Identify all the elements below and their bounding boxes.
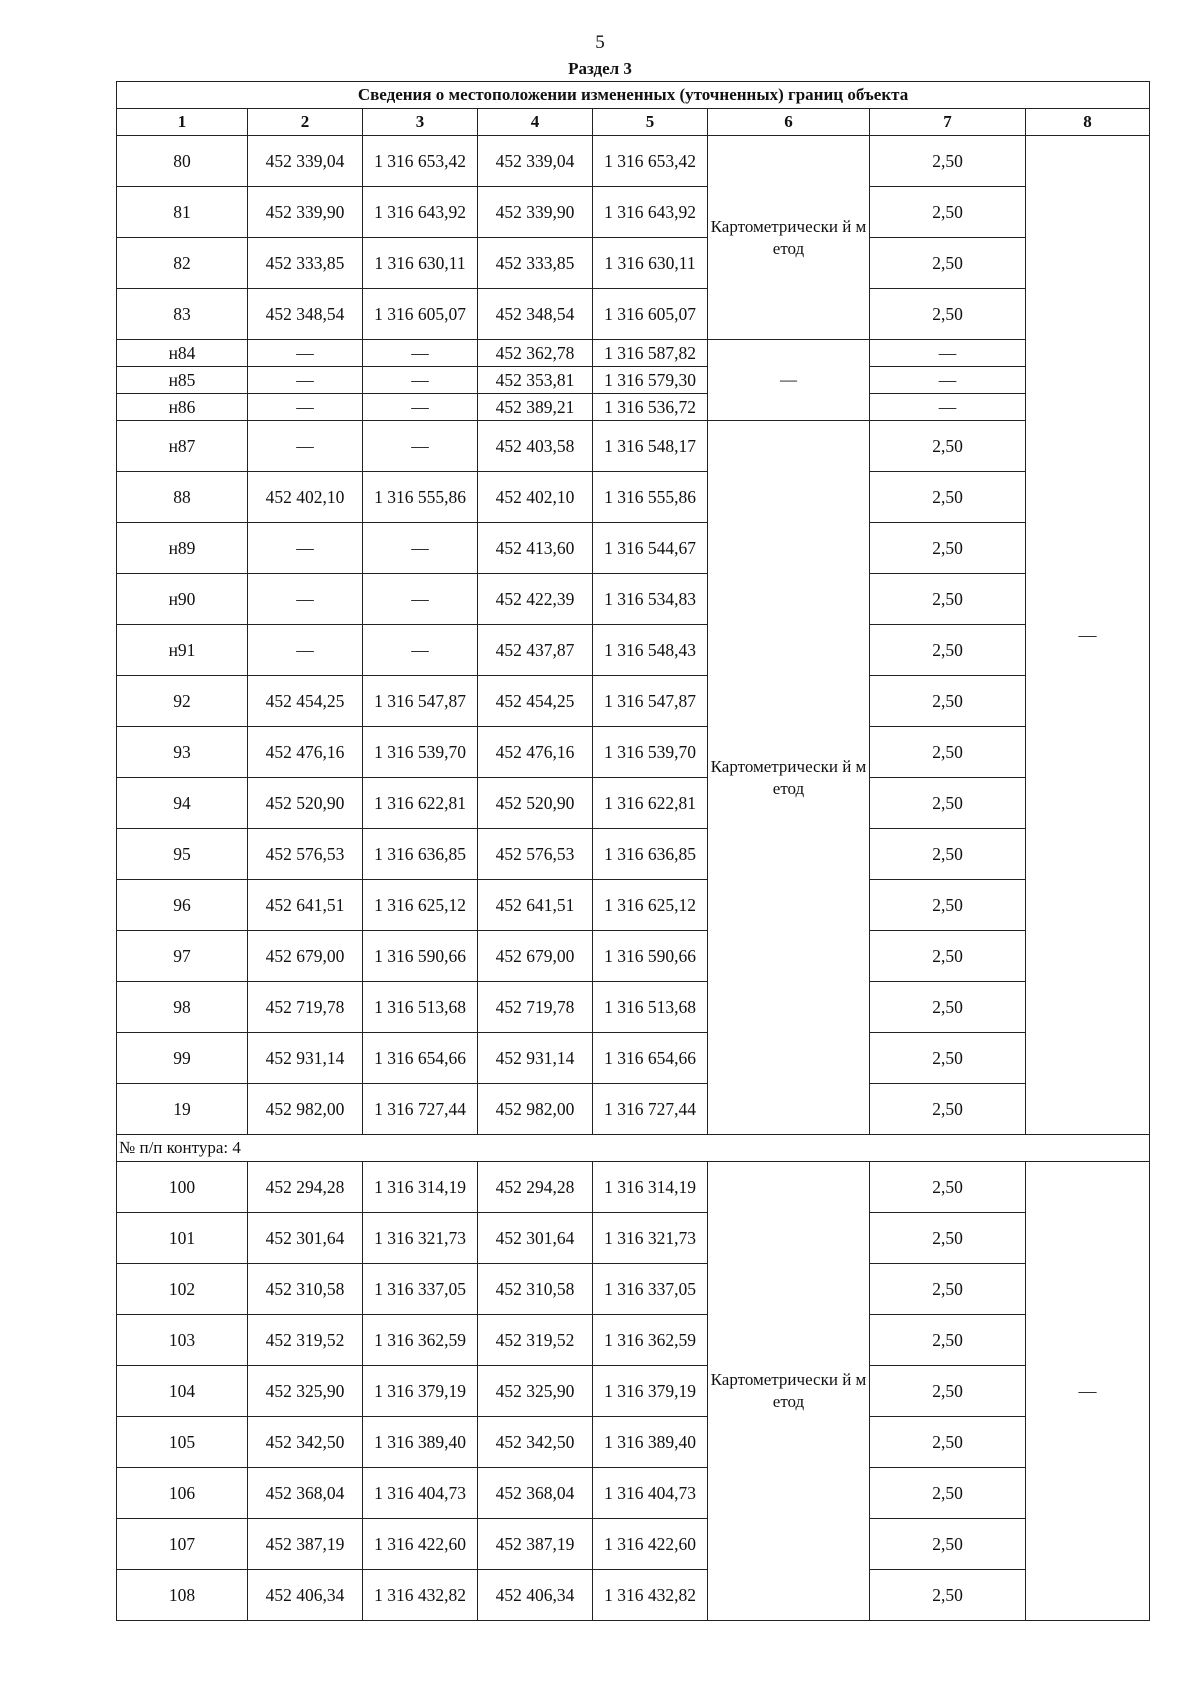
table-cell: 2,50 bbox=[870, 1213, 1026, 1264]
table-cell: — bbox=[363, 421, 478, 472]
table-row bbox=[117, 136, 1150, 187]
table-cell: 1 316 622,81 bbox=[363, 778, 478, 829]
table-cell: 2,50 bbox=[870, 982, 1026, 1033]
table-cell: н91 bbox=[117, 625, 248, 676]
table-cell: 1 316 605,07 bbox=[363, 289, 478, 340]
table-cell: 452 931,14 bbox=[248, 1033, 363, 1084]
table-cell: 452 294,28 bbox=[478, 1162, 593, 1213]
table-cell: 102 bbox=[117, 1264, 248, 1315]
table-caption-row bbox=[117, 82, 1150, 109]
table-cell: 452 368,04 bbox=[248, 1468, 363, 1519]
table-cell: 452 339,90 bbox=[248, 187, 363, 238]
table-cell: 88 bbox=[117, 472, 248, 523]
column-header: 5 bbox=[593, 109, 708, 136]
table-cell: 2,50 bbox=[870, 136, 1026, 187]
table-cell: 1 316 653,42 bbox=[593, 136, 708, 187]
table-row bbox=[117, 238, 1150, 289]
table-cell: — bbox=[363, 367, 478, 394]
table-cell: 452 641,51 bbox=[478, 880, 593, 931]
table-cell: 1 316 654,66 bbox=[363, 1033, 478, 1084]
table-cell: 1 316 539,70 bbox=[593, 727, 708, 778]
table-cell: 98 bbox=[117, 982, 248, 1033]
table-cell: 1 316 643,92 bbox=[363, 187, 478, 238]
table-cell: 1 316 727,44 bbox=[363, 1084, 478, 1135]
table-cell: 452 422,39 bbox=[478, 574, 593, 625]
table-cell: 452 719,78 bbox=[248, 982, 363, 1033]
table-row bbox=[117, 727, 1150, 778]
table-row bbox=[117, 1213, 1150, 1264]
table-cell: 452 679,00 bbox=[478, 931, 593, 982]
table-cell: 452 576,53 bbox=[248, 829, 363, 880]
table-cell: 452 520,90 bbox=[478, 778, 593, 829]
table-cell: 107 bbox=[117, 1519, 248, 1570]
table-cell: 452 406,34 bbox=[248, 1570, 363, 1621]
column-header: 6 bbox=[708, 109, 870, 136]
table-cell: 95 bbox=[117, 829, 248, 880]
table-cell: 2,50 bbox=[870, 625, 1026, 676]
table-cell: 1 316 422,60 bbox=[593, 1519, 708, 1570]
table-cell: 93 bbox=[117, 727, 248, 778]
table-cell: 80 bbox=[117, 136, 248, 187]
table-cell: 81 bbox=[117, 187, 248, 238]
table-cell: — bbox=[363, 340, 478, 367]
table-cell: 452 368,04 bbox=[478, 1468, 593, 1519]
table-row bbox=[117, 1315, 1150, 1366]
table-cell: 106 bbox=[117, 1468, 248, 1519]
table-cell: — bbox=[363, 625, 478, 676]
table-cell: 452 641,51 bbox=[248, 880, 363, 931]
table-cell: 92 bbox=[117, 676, 248, 727]
table-cell: 452 301,64 bbox=[248, 1213, 363, 1264]
table-cell: 1 316 547,87 bbox=[363, 676, 478, 727]
contour-row bbox=[117, 1135, 1150, 1162]
table-cell: 2,50 bbox=[870, 1366, 1026, 1417]
table-cell: 452 387,19 bbox=[478, 1519, 593, 1570]
table-row bbox=[117, 676, 1150, 727]
table-cell: 2,50 bbox=[870, 1315, 1026, 1366]
table-cell: 2,50 bbox=[870, 1417, 1026, 1468]
table-cell: 1 316 432,82 bbox=[593, 1570, 708, 1621]
table-cell: 452 339,04 bbox=[248, 136, 363, 187]
table-cell: — bbox=[248, 523, 363, 574]
table-cell: 2,50 bbox=[870, 472, 1026, 523]
table-cell: 1 316 513,68 bbox=[593, 982, 708, 1033]
table-body bbox=[117, 82, 1150, 1621]
table-cell: 100 bbox=[117, 1162, 248, 1213]
table-cell: 452 931,14 bbox=[478, 1033, 593, 1084]
section-title: Раздел 3 bbox=[568, 59, 632, 78]
table-cell: 452 348,54 bbox=[248, 289, 363, 340]
table-cell: 452 294,28 bbox=[248, 1162, 363, 1213]
table-cell: 2,50 bbox=[870, 187, 1026, 238]
table-cell: 1 316 548,17 bbox=[593, 421, 708, 472]
table-cell: — bbox=[248, 394, 363, 421]
table-cell: 452 402,10 bbox=[248, 472, 363, 523]
table-cell: — bbox=[248, 421, 363, 472]
table-cell: 1 316 362,59 bbox=[593, 1315, 708, 1366]
table-cell: 19 bbox=[117, 1084, 248, 1135]
table-cell: 452 348,54 bbox=[478, 289, 593, 340]
table-cell: 452 325,90 bbox=[478, 1366, 593, 1417]
table-cell: 1 316 653,42 bbox=[363, 136, 478, 187]
table-cell: 1 316 605,07 bbox=[593, 289, 708, 340]
contour-label: № п/п контура: 4 bbox=[117, 1135, 1150, 1162]
table-row bbox=[117, 340, 1150, 367]
table-cell: н86 bbox=[117, 394, 248, 421]
table-cell: — bbox=[363, 394, 478, 421]
table-cell: 1 316 337,05 bbox=[593, 1264, 708, 1315]
table-cell: 1 316 625,12 bbox=[363, 880, 478, 931]
table-cell: 99 bbox=[117, 1033, 248, 1084]
table-cell: 1 316 643,92 bbox=[593, 187, 708, 238]
table-cell: 2,50 bbox=[870, 1264, 1026, 1315]
table-cell: 1 316 590,66 bbox=[363, 931, 478, 982]
table-cell: 1 316 404,73 bbox=[593, 1468, 708, 1519]
table-cell: 2,50 bbox=[870, 1570, 1026, 1621]
table-cell: 452 342,50 bbox=[478, 1417, 593, 1468]
table-cell: 452 406,34 bbox=[478, 1570, 593, 1621]
table-cell: 1 316 432,82 bbox=[363, 1570, 478, 1621]
table-cell: 1 316 539,70 bbox=[363, 727, 478, 778]
table-cell: 1 316 590,66 bbox=[593, 931, 708, 982]
table-cell: 1 316 536,72 bbox=[593, 394, 708, 421]
table-row bbox=[117, 829, 1150, 880]
table-row bbox=[117, 1033, 1150, 1084]
table-cell: 2,50 bbox=[870, 1468, 1026, 1519]
method-cell: Картометрически й метод bbox=[708, 421, 870, 1135]
table-cell: 94 bbox=[117, 778, 248, 829]
table-cell: 2,50 bbox=[870, 931, 1026, 982]
column8-cell: — bbox=[1026, 1162, 1150, 1621]
table-row bbox=[117, 574, 1150, 625]
table-cell: 2,50 bbox=[870, 1033, 1026, 1084]
column-header: 4 bbox=[478, 109, 593, 136]
table-cell: 1 316 389,40 bbox=[593, 1417, 708, 1468]
table-row bbox=[117, 187, 1150, 238]
table-cell: 2,50 bbox=[870, 778, 1026, 829]
column-header-row bbox=[117, 109, 1150, 136]
table-cell: 1 316 630,11 bbox=[593, 238, 708, 289]
table-cell: 1 316 548,43 bbox=[593, 625, 708, 676]
table-row bbox=[117, 523, 1150, 574]
table-cell: 103 bbox=[117, 1315, 248, 1366]
table-row bbox=[117, 1417, 1150, 1468]
column-header: 8 bbox=[1026, 109, 1150, 136]
method-cell: — bbox=[708, 340, 870, 421]
table-cell: 452 454,25 bbox=[478, 676, 593, 727]
table-row bbox=[117, 289, 1150, 340]
table-cell: 1 316 389,40 bbox=[363, 1417, 478, 1468]
table-cell: 1 316 555,86 bbox=[593, 472, 708, 523]
table-cell: 452 301,64 bbox=[478, 1213, 593, 1264]
table-cell: 1 316 314,19 bbox=[593, 1162, 708, 1213]
table-cell: 1 316 362,59 bbox=[363, 1315, 478, 1366]
table-cell: 1 316 379,19 bbox=[363, 1366, 478, 1417]
table-cell: 452 982,00 bbox=[248, 1084, 363, 1135]
table-cell: 2,50 bbox=[870, 1162, 1026, 1213]
table-row bbox=[117, 1519, 1150, 1570]
table-cell: 108 bbox=[117, 1570, 248, 1621]
table-row bbox=[117, 625, 1150, 676]
table-cell: — bbox=[248, 340, 363, 367]
table-cell: 101 bbox=[117, 1213, 248, 1264]
table-row bbox=[117, 778, 1150, 829]
table-cell: 97 bbox=[117, 931, 248, 982]
table-cell: — bbox=[870, 340, 1026, 367]
table-cell: 1 316 314,19 bbox=[363, 1162, 478, 1213]
table-cell: 452 319,52 bbox=[248, 1315, 363, 1366]
table-row bbox=[117, 1468, 1150, 1519]
table-cell: 1 316 513,68 bbox=[363, 982, 478, 1033]
table-cell: 452 982,00 bbox=[478, 1084, 593, 1135]
table-cell: 452 402,10 bbox=[478, 472, 593, 523]
table-cell: 452 333,85 bbox=[478, 238, 593, 289]
table-cell: 105 bbox=[117, 1417, 248, 1468]
table-cell: 452 310,58 bbox=[248, 1264, 363, 1315]
table-cell: 96 bbox=[117, 880, 248, 931]
column8-cell: — bbox=[1026, 136, 1150, 1135]
table-cell: 1 316 654,66 bbox=[593, 1033, 708, 1084]
table-cell: 1 316 636,85 bbox=[363, 829, 478, 880]
table-cell: 1 316 579,30 bbox=[593, 367, 708, 394]
table-cell: н85 bbox=[117, 367, 248, 394]
table-cell: н87 bbox=[117, 421, 248, 472]
table-row bbox=[117, 880, 1150, 931]
table-row bbox=[117, 421, 1150, 472]
table-cell: 1 316 630,11 bbox=[363, 238, 478, 289]
table-cell: 2,50 bbox=[870, 289, 1026, 340]
table-cell: 452 679,00 bbox=[248, 931, 363, 982]
table-cell: 2,50 bbox=[870, 829, 1026, 880]
table-cell: 452 387,19 bbox=[248, 1519, 363, 1570]
table-cell: н89 bbox=[117, 523, 248, 574]
table-cell: — bbox=[248, 367, 363, 394]
table-cell: 452 476,16 bbox=[248, 727, 363, 778]
table-row bbox=[117, 1162, 1150, 1213]
table-cell: 452 339,90 bbox=[478, 187, 593, 238]
table-cell: 1 316 727,44 bbox=[593, 1084, 708, 1135]
table-row bbox=[117, 931, 1150, 982]
coordinates-table bbox=[116, 81, 1150, 1621]
table-cell: 2,50 bbox=[870, 1084, 1026, 1135]
table-cell: 452 576,53 bbox=[478, 829, 593, 880]
table-cell: 452 362,78 bbox=[478, 340, 593, 367]
table-cell: 452 333,85 bbox=[248, 238, 363, 289]
method-cell: Картометрически й метод bbox=[708, 1162, 870, 1621]
table-cell: 1 316 636,85 bbox=[593, 829, 708, 880]
table-cell: 1 316 422,60 bbox=[363, 1519, 478, 1570]
table-cell: 2,50 bbox=[870, 523, 1026, 574]
table-row bbox=[117, 1366, 1150, 1417]
table-cell: 1 316 555,86 bbox=[363, 472, 478, 523]
column-header: 7 bbox=[870, 109, 1026, 136]
page-number: 5 bbox=[595, 32, 605, 53]
table-row bbox=[117, 1264, 1150, 1315]
table-cell: 1 316 587,82 bbox=[593, 340, 708, 367]
column-header: 2 bbox=[248, 109, 363, 136]
table-cell: 1 316 321,73 bbox=[593, 1213, 708, 1264]
table-cell: 1 316 625,12 bbox=[593, 880, 708, 931]
table-cell: 452 310,58 bbox=[478, 1264, 593, 1315]
table-cell: 2,50 bbox=[870, 421, 1026, 472]
table-cell: 1 316 622,81 bbox=[593, 778, 708, 829]
table-cell: 452 719,78 bbox=[478, 982, 593, 1033]
table-cell: н84 bbox=[117, 340, 248, 367]
table-cell: — bbox=[363, 574, 478, 625]
table-row bbox=[117, 367, 1150, 394]
table-cell: — bbox=[870, 367, 1026, 394]
table-cell: 452 454,25 bbox=[248, 676, 363, 727]
table-cell: 2,50 bbox=[870, 880, 1026, 931]
table-cell: 2,50 bbox=[870, 574, 1026, 625]
table-cell: 452 437,87 bbox=[478, 625, 593, 676]
table-cell: 104 bbox=[117, 1366, 248, 1417]
table-cell: — bbox=[870, 394, 1026, 421]
table-row bbox=[117, 982, 1150, 1033]
table-cell: 2,50 bbox=[870, 1519, 1026, 1570]
table-cell: 452 342,50 bbox=[248, 1417, 363, 1468]
table-row bbox=[117, 394, 1150, 421]
table-cell: 2,50 bbox=[870, 676, 1026, 727]
table-cell: 2,50 bbox=[870, 727, 1026, 778]
table-cell: 452 403,58 bbox=[478, 421, 593, 472]
table-cell: 1 316 379,19 bbox=[593, 1366, 708, 1417]
column-header: 1 bbox=[117, 109, 248, 136]
table-cell: — bbox=[248, 625, 363, 676]
table-cell: 452 389,21 bbox=[478, 394, 593, 421]
table-row bbox=[117, 472, 1150, 523]
table-cell: 2,50 bbox=[870, 238, 1026, 289]
table-cell: 452 476,16 bbox=[478, 727, 593, 778]
table-cell: 452 319,52 bbox=[478, 1315, 593, 1366]
table-cell: 1 316 544,67 bbox=[593, 523, 708, 574]
table-cell: 452 413,60 bbox=[478, 523, 593, 574]
table-cell: 452 353,81 bbox=[478, 367, 593, 394]
table-cell: — bbox=[248, 574, 363, 625]
table-cell: 83 bbox=[117, 289, 248, 340]
table-cell: 1 316 321,73 bbox=[363, 1213, 478, 1264]
table-cell: 1 316 547,87 bbox=[593, 676, 708, 727]
table-cell: 452 520,90 bbox=[248, 778, 363, 829]
table-cell: 1 316 404,73 bbox=[363, 1468, 478, 1519]
table-row bbox=[117, 1570, 1150, 1621]
table-cell: 1 316 337,05 bbox=[363, 1264, 478, 1315]
table-row bbox=[117, 1084, 1150, 1135]
column-header: 3 bbox=[363, 109, 478, 136]
method-cell: Картометрически й метод bbox=[708, 136, 870, 340]
table-caption: Сведения о местоположении измененных (уточненных) границ объекта bbox=[117, 82, 1150, 109]
table-cell: — bbox=[363, 523, 478, 574]
table-cell: н90 bbox=[117, 574, 248, 625]
table-cell: 1 316 534,83 bbox=[593, 574, 708, 625]
table-cell: 82 bbox=[117, 238, 248, 289]
table-cell: 452 325,90 bbox=[248, 1366, 363, 1417]
table-cell: 452 339,04 bbox=[478, 136, 593, 187]
